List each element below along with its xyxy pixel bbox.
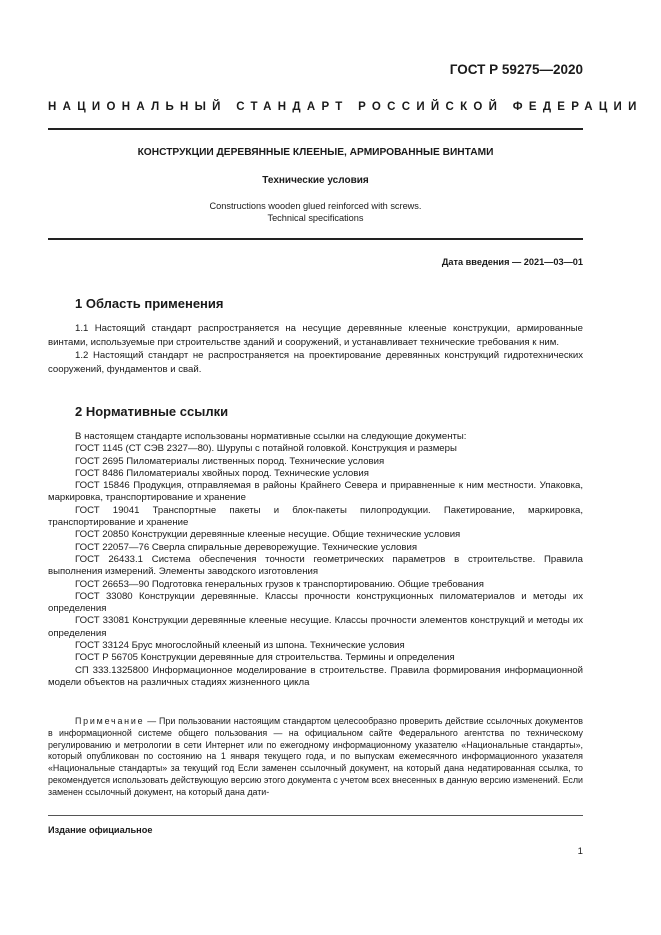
reference-item: ГОСТ 33124 Брус многослойный клееный из шпона. Технические условия bbox=[75, 640, 405, 652]
english-title bbox=[48, 200, 583, 224]
paragraph-1-1: 1.1 Настоящий стандарт распространяется на несущие деревянные клееные конструкции, армированные винтами, используемые при строительстве зданий и сооружений, и устанавливает технические требования к ним. bbox=[48, 323, 583, 348]
title-bottom-rule bbox=[48, 238, 583, 240]
section-2-heading: 2 Нормативные ссылки bbox=[75, 404, 229, 419]
national-standard-banner: НАЦИОНАЛЬНЫЙ СТАНДАРТ РОССИЙСКОЙ ФЕДЕРАЦИИ bbox=[48, 101, 643, 113]
references-intro: В настоящем стандарте использованы нормативные ссылки на следующие документы: bbox=[75, 431, 467, 442]
official-edition-label: Издание официальное bbox=[48, 825, 153, 835]
note-block bbox=[48, 716, 583, 799]
normative-references-list bbox=[48, 431, 583, 689]
reference-item: ГОСТ 15846 Продукция, отправляемая в районы Крайнего Севера и приравненные к ним местности. Упаковка, маркировка, транспортирование и хранение bbox=[48, 480, 583, 504]
reference-item: СП 333.1325800 Информационное моделирование в строительстве. Правила формирования информационной модели объектов на различных стадиях жизненного цикла bbox=[48, 664, 583, 688]
reference-item: ГОСТ 26433.1 Система обеспечения точности геометрических параметров в строительстве. Правила выполнения измерений. Элементы заводского изготовления bbox=[48, 553, 583, 578]
reference-item: ГОСТ 22057—76 Сверла спиральные дереворежущие. Технические условия bbox=[75, 541, 418, 553]
section-1-heading: 1 Область применения bbox=[75, 296, 224, 311]
reference-item: ГОСТ 19041 Транспортные пакеты и блок-пакеты пилопродукции. Пакетирование, маркировка, транспортирование и хранение bbox=[48, 504, 583, 529]
note-paragraph bbox=[48, 716, 583, 799]
note-label: Примечание bbox=[75, 716, 145, 726]
paragraph-1-2: 1.2 Настоящий стандарт не распространяется на проектирование деревянных конструкций гидротехнических сооружений, фундаментов и свай. bbox=[48, 350, 583, 375]
introduction-date: Дата введения — 2021—03—01 bbox=[441, 257, 583, 267]
gost-code: ГОСТ Р 59275—2020 bbox=[449, 62, 583, 77]
english-title-line2: Technical specifications bbox=[267, 213, 364, 223]
reference-item: ГОСТ 26653—90 Подготовка генеральных грузов к транспортированию. Общие требования bbox=[75, 578, 484, 590]
english-title-line1: Constructions wooden glued reinforced with screws. bbox=[209, 201, 422, 211]
reference-item: ГОСТ 2695 Пиломатериалы лиственных пород. Технические условия bbox=[75, 455, 385, 467]
top-rule bbox=[48, 128, 583, 130]
footer-rule bbox=[48, 815, 583, 816]
document-title: КОНСТРУКЦИИ ДЕРЕВЯННЫЕ КЛЕЕНЫЕ, АРМИРОВАННЫЕ ВИНТАМИ bbox=[137, 147, 494, 158]
note-text: — При пользовании настоящим стандартом целесообразно проверить действие ссылочных документов в информационной системе общего пользования — на официальном сайте Федерального агентства по техническому регулированию и метрологии в сети Интернет или по ежегодному информационному указателю «Национальные стандарты», который опубликован по состоянию на 1 января текущего года, и по выпускам ежемесячного информационного указателя «Национальные стандарты» за текущий год Если заменен ссылочный документ, на который дана недатированная ссылка, то рекомендуется использовать действующую версию этого документа с учетом всех внесенных в данную версию изменений. Если заменен ссылочный документ, на который дана дати- bbox=[48, 716, 583, 797]
reference-item: ГОСТ Р 56705 Конструкции деревянные для строительства. Термины и определения bbox=[75, 652, 455, 664]
section-1-body bbox=[48, 322, 583, 376]
reference-item: ГОСТ 8486 Пиломатериалы хвойных пород. Технические условия bbox=[75, 467, 369, 479]
reference-item: ГОСТ 20850 Конструкции деревянные клееные несущие. Общие технические условия bbox=[75, 529, 461, 541]
page-number: 1 bbox=[577, 846, 583, 857]
reference-item: ГОСТ 33080 Конструкции деревянные. Классы прочности конструкционных пиломатериалов и методы их определения bbox=[48, 590, 583, 615]
reference-item: ГОСТ 33081 Конструкции деревянные клееные несущие. Классы прочности элементов конструкций и методы их определения bbox=[48, 615, 583, 639]
reference-item: ГОСТ 1145 (СТ СЭВ 2327—80). Шурупы с потайной головкой. Конструкция и размеры bbox=[75, 443, 457, 455]
document-subtitle: Технические условия bbox=[262, 175, 369, 186]
